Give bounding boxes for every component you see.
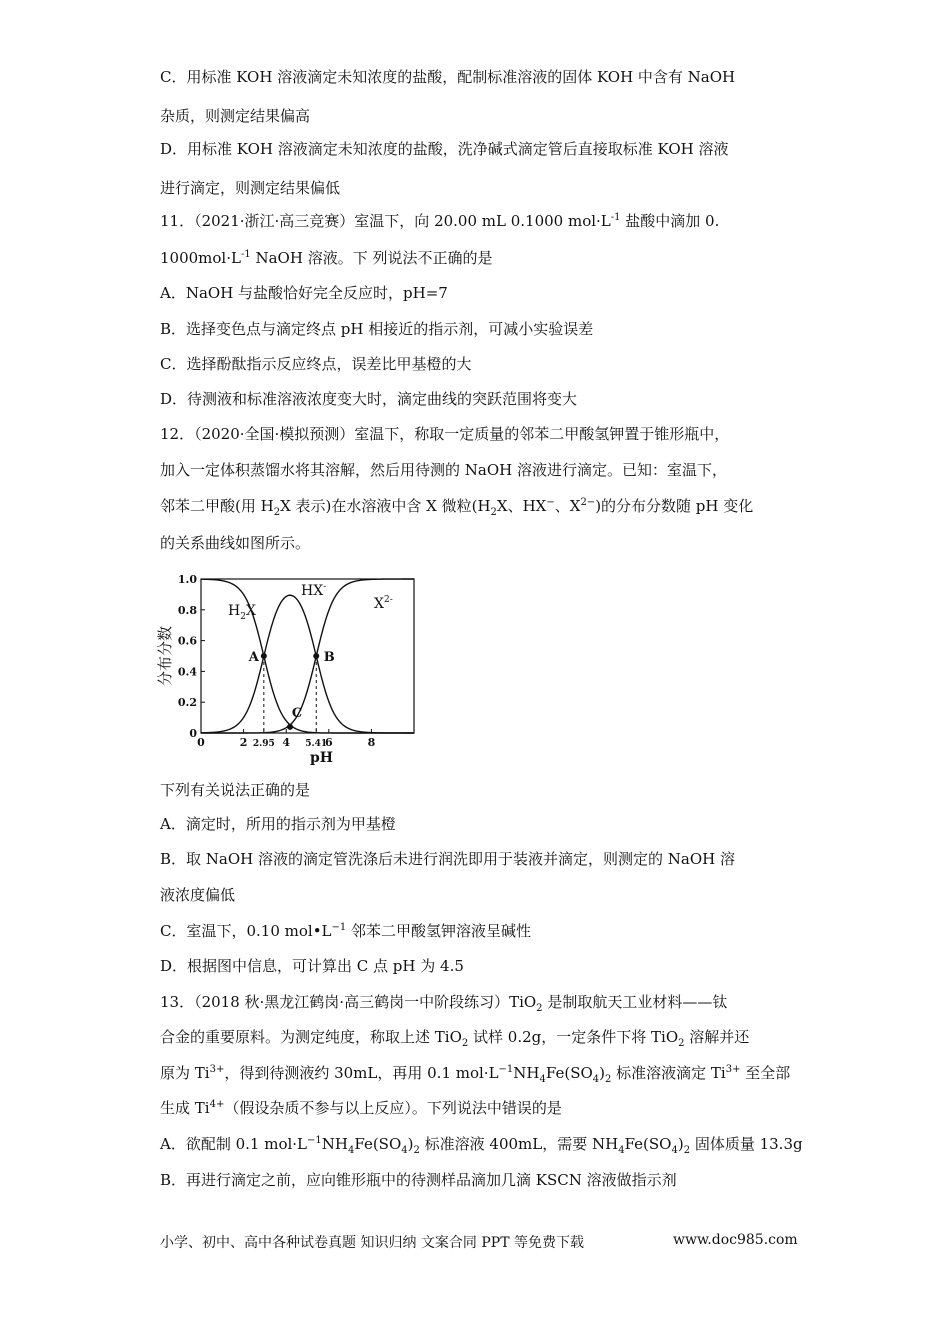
x-axis-label: pH [309, 750, 334, 766]
text-line: D．待测液和标准溶液浓度变大时，滴定曲线的突跃范围将变大 [160, 390, 578, 408]
text-line [160, 247, 492, 268]
text-run: 固体质量 13.3g [690, 1135, 803, 1153]
text-line: 加入一定体积蒸馏水将其溶解，然后用待测的 NaOH 溶液进行滴定。已知：室温下， [160, 461, 727, 479]
y-tick-label: 1.0 [177, 573, 197, 586]
text-line: A．NaOH 与盐酸恰好完全反应时，pH=7 [160, 284, 448, 302]
footer-text: 小学、初中、高中各种试卷真题 知识归纳 文案合同 PPT 等免费下载 [160, 1235, 584, 1251]
point-label: A [248, 650, 259, 665]
text-line [160, 1097, 562, 1118]
point-label: B [323, 650, 335, 665]
text-run: X 表示)在水溶液中含 X 微粒(H [280, 497, 491, 515]
text-line: B．再进行滴定之前，应向锥形瓶中的待测样品滴加几滴 KSCN 溶液做指示剂 [160, 1171, 677, 1189]
text-run: A．欲配制 0.1 mol·L [160, 1135, 308, 1153]
text-run: 1000mol·L [160, 249, 241, 267]
superscript: 3+ [209, 1064, 225, 1075]
text-run: 13．（2018 秋·黑龙江鹤岗·高三鹤岗一中阶段练习）TiO [160, 993, 537, 1011]
subscript: 4 [618, 1145, 625, 1156]
superscript: −1 [498, 1064, 514, 1075]
text-run: 原为 Ti [160, 1064, 210, 1082]
superscript: 3+ [725, 1064, 741, 1075]
plot-area [156, 573, 414, 766]
text-run: 是制取航天工业材料——钛 [542, 993, 728, 1011]
text-run: NH [321, 1135, 348, 1153]
text-line: A．滴定时，所用的指示剂为甲基橙 [160, 815, 396, 833]
text-line [160, 1026, 749, 1047]
text-run: 试样 0.2g，一定条件下将 TiO [468, 1028, 679, 1046]
text-run: Fe(SO [354, 1135, 402, 1153]
subscript: 4 [347, 1145, 355, 1156]
text-run: （假设杂质不参与以上反应）。下列说法中错误的是 [224, 1099, 562, 1117]
subscript: 2 [536, 1003, 543, 1014]
text-line: 液浓度偏低 [160, 886, 236, 904]
text-run: )的分布分数随 pH 变化 [595, 497, 754, 515]
y-tick-label: 0.6 [177, 634, 197, 648]
x-tick-label: 4 [282, 736, 291, 749]
text-line: 12．（2020·全国·模拟预测）室温下，称取一定质量的邻苯二甲酸氢钾置于锥形瓶中， [160, 425, 730, 443]
subscript: 2 [605, 1074, 612, 1085]
text-line: C．用标准 KOH 溶液滴定未知浓度的盐酸，配制标准溶液的固体 KOH 中含有 NaOH [160, 68, 736, 86]
text-run: Fe(SO [545, 1064, 593, 1082]
series-label-hx: HX- [301, 582, 327, 599]
subscript: 2 [413, 1145, 420, 1156]
text-run: 邻苯二甲酸氢钾溶液呈碱性 [346, 922, 532, 940]
point-b [313, 653, 319, 659]
text-line [160, 495, 753, 516]
text-run: ) [599, 1064, 606, 1082]
text-run: 生成 Ti [160, 1099, 210, 1117]
y-tick-label: 0 [189, 727, 197, 740]
text-run: 盐酸中滴加 0. [620, 212, 720, 230]
text-line: 杂质，则测定结果偏高 [160, 107, 311, 125]
y-axis-label: 分布分数 [156, 625, 174, 687]
x-tick-label: 8 [367, 736, 376, 749]
text-line: D．根据图中信息，可计算出 C 点 pH 为 4.5 [160, 957, 464, 975]
text-line: 下列有关说法正确的是 [160, 781, 311, 799]
subscript: 2 [461, 1038, 469, 1049]
text-run: 标准溶液 400mL，需要 NH [419, 1135, 619, 1153]
text-run: Fe(SO [624, 1135, 672, 1153]
text-run: NH [513, 1064, 540, 1082]
subscript: 4 [592, 1074, 600, 1085]
x-tick-label: 6 [324, 736, 333, 749]
superscript: -1 [240, 249, 251, 260]
x-tick-label: 2.95 [252, 739, 275, 749]
point-a [261, 653, 267, 659]
series-label-h2x: $H_2X$ [228, 603, 256, 622]
page-footer [160, 1232, 798, 1252]
superscript: -1 [610, 212, 621, 223]
subscript: 4 [539, 1074, 546, 1085]
superscript: 2− [580, 497, 596, 508]
subscript: 2 [273, 507, 281, 518]
point-c [287, 724, 293, 730]
text-run: ) [677, 1135, 684, 1153]
subscript: 4 [671, 1145, 678, 1156]
superscript: −1 [331, 922, 347, 933]
y-tick-label: 0.8 [177, 603, 197, 617]
text-run: 邻苯二甲酸(用 H [160, 497, 274, 515]
text-line [160, 991, 727, 1012]
text-run: X、HX [496, 497, 547, 515]
y-tick-label: 0.2 [177, 696, 197, 710]
text-line: B．选择变色点与滴定终点 pH 相接近的指示剂，可减小实验误差 [160, 320, 594, 338]
text-run: C．室温下，0.10 mol•L [160, 922, 332, 940]
x-tick-label: 2 [239, 736, 248, 749]
subscript: 4 [401, 1145, 408, 1156]
text-line: D．用标准 KOH 溶液滴定未知浓度的盐酸，洗净碱式滴定管后直接取标准 KOH 溶液 [160, 140, 729, 158]
subscript: 2 [490, 507, 497, 518]
text-run: 合金的重要原料。为测定纯度，称取上述 TiO [160, 1028, 462, 1046]
y-tick-label: 0.4 [177, 665, 197, 679]
text-run: NaOH 溶液。下 列说法不正确的是 [250, 249, 493, 267]
text-run: 、X [554, 497, 581, 515]
text-line: B．取 NaOH 溶液的滴定管洗涤后未进行润洗即用于装液并滴定，则测定的 NaOH 溶 [160, 850, 735, 868]
subscript: 2 [678, 1038, 685, 1049]
text-line: C．选择酚酞指示反应终点，误差比甲基橙的大 [160, 355, 472, 373]
distribution-chart [150, 568, 420, 768]
superscript: − [546, 497, 555, 508]
text-run: 溶解并还 [684, 1028, 750, 1046]
series-label-x2: $X^{2-}$ [374, 595, 393, 612]
point-label: C [291, 705, 303, 721]
superscript: 4+ [209, 1099, 225, 1110]
text-run: ) [407, 1135, 414, 1153]
text-run: 至全部 [740, 1064, 791, 1082]
x-tick-label: 0 [197, 736, 205, 749]
text-line [160, 920, 531, 941]
text-line [160, 1062, 790, 1083]
text-line: 进行滴定，则测定结果偏低 [160, 179, 341, 197]
superscript: −1 [307, 1135, 322, 1146]
text-run: ，得到待测液约 30mL，再用 0.1 mol·L [224, 1064, 499, 1082]
x-tick-label: 5.41 [305, 739, 328, 749]
subscript: 2 [683, 1145, 691, 1156]
footer-url[interactable]: www.doc985.com [673, 1232, 798, 1248]
text-run: 标准溶液滴定 Ti [611, 1064, 726, 1082]
text-run: 11．（2021·浙江·高三竞赛）室温下，向 20.00 mL 0.1000 mol·L [160, 212, 611, 230]
text-line: 的关系曲线如图所示。 [160, 534, 311, 552]
text-line [160, 1133, 803, 1154]
text-line [160, 210, 719, 231]
